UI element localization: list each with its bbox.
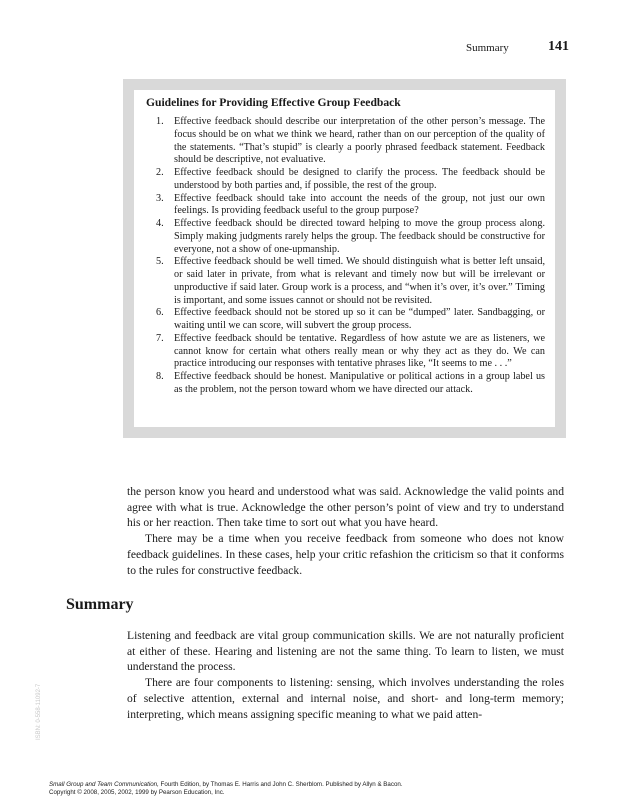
running-title: Summary bbox=[466, 42, 509, 54]
guideline-text: Effective feedback should describe our interpretation of the other person’s message. The focus should be on what we think we heard, rather than on our perception of the quality of the statements. “That’s stupid” is clearly a poorly phrased feedback statement. Feedback should be descriptive, not evaluative. bbox=[174, 116, 545, 166]
guideline-text: Effective feedback should be designed to clarify the process. The feedback should be understood by both parties and, if possible, the rest of the group. bbox=[174, 167, 545, 191]
guideline-number: 3. bbox=[156, 192, 164, 204]
guidelines-box bbox=[123, 79, 566, 438]
guideline-item bbox=[146, 333, 545, 371]
paragraph: Listening and feedback are vital group communication skills. We are not naturally proficient at either of these. Hearing and listening are not the same thing. To learn to listen, we must understand the process. bbox=[127, 629, 564, 674]
paragraph: There may be a time when you receive feedback from someone who does not know feedback guidelines. In these cases, help your critic refashion the criticism so that it conforms to the rules for constructive feedback. bbox=[127, 532, 564, 577]
guideline-item bbox=[146, 307, 545, 333]
guideline-text: Effective feedback should be directed toward helping to move the group process along. Simply making judgments rarely helps the group. The feedback should be constructive for everyone, not a show of one-upmanship. bbox=[174, 218, 545, 255]
guideline-text: Effective feedback should be honest. Manipulative or political actions in a group label us as the problem, not the person toward whom we have directed our attack. bbox=[174, 371, 545, 395]
guideline-item bbox=[146, 218, 545, 256]
page-number: 141 bbox=[548, 39, 569, 54]
paragraph: There are four components to listening: sensing, which involves understanding the roles of selective attention, external and internal noise, and short- and long-term memory; interpreting, which means assigning specific meaning to what we paid atten- bbox=[127, 676, 564, 721]
guideline-text: Effective feedback should be well timed. We should distinguish what is better left unsaid, or said later in private, from what is relevant and timely now but will be irrelevant or unproductive if said later. Group work is a process, and “when it’s over, it’s over.” Timing is important, and some issues cannot or should not be revisited. bbox=[174, 256, 545, 306]
footer-book-title: Small Group and Team Communication, bbox=[49, 781, 159, 788]
guidelines-list bbox=[146, 116, 545, 397]
guideline-number: 5. bbox=[156, 256, 164, 268]
guideline-item bbox=[146, 256, 545, 307]
guideline-item bbox=[146, 116, 545, 167]
running-header bbox=[0, 39, 617, 59]
section-heading: Summary bbox=[66, 596, 134, 613]
guideline-number: 8. bbox=[156, 371, 164, 382]
guideline-number: 2. bbox=[156, 167, 164, 178]
guideline-number: 7. bbox=[156, 332, 164, 344]
footer-citation bbox=[49, 781, 403, 789]
summary-text bbox=[127, 628, 564, 722]
body-text-top bbox=[127, 484, 564, 578]
isbn-watermark: ISBN: 0-558-11092-7 bbox=[36, 683, 42, 740]
footer-copyright: Copyright © 2008, 2005, 2002, 1999 by Pearson Education, Inc. bbox=[49, 789, 225, 796]
guideline-text: Effective feedback should be tentative. Regardless of how astute we are as listeners, we cannot know for certain what others really mean or why they act as they do. We can practice introducing our responses with tentative phrases like, “It seems to me . . .” bbox=[174, 332, 545, 370]
guideline-text: Effective feedback should take into account the needs of the group, not just our own feelings. Is providing feedback useful to the group purpose? bbox=[174, 192, 545, 217]
guideline-text: Effective feedback should not be stored up so it can be “dumped” later. Sandbagging, or waiting until we can score, will subvert the group process. bbox=[174, 307, 545, 331]
guidelines-box-inner bbox=[134, 90, 555, 427]
guideline-number: 6. bbox=[156, 307, 164, 319]
guideline-number: 4. bbox=[156, 218, 164, 229]
paragraph: the person know you heard and understood what was said. Acknowledge the valid points and agree with what is true. Acknowledge the other person’s point of view and try to understand his or her reaction. Then take time to sort out what you have heard. bbox=[127, 485, 564, 530]
guideline-item bbox=[146, 193, 545, 219]
guidelines-title: Guidelines for Providing Effective Group Feedback bbox=[146, 96, 401, 109]
page-footer bbox=[49, 781, 403, 797]
guideline-number: 1. bbox=[156, 116, 164, 127]
guideline-item bbox=[146, 371, 545, 397]
guideline-item bbox=[146, 167, 545, 193]
footer-citation-text: Fourth Edition, by Thomas E. Harris and John C. Sherblom. Published by Allyn & Bacon. bbox=[158, 781, 403, 788]
